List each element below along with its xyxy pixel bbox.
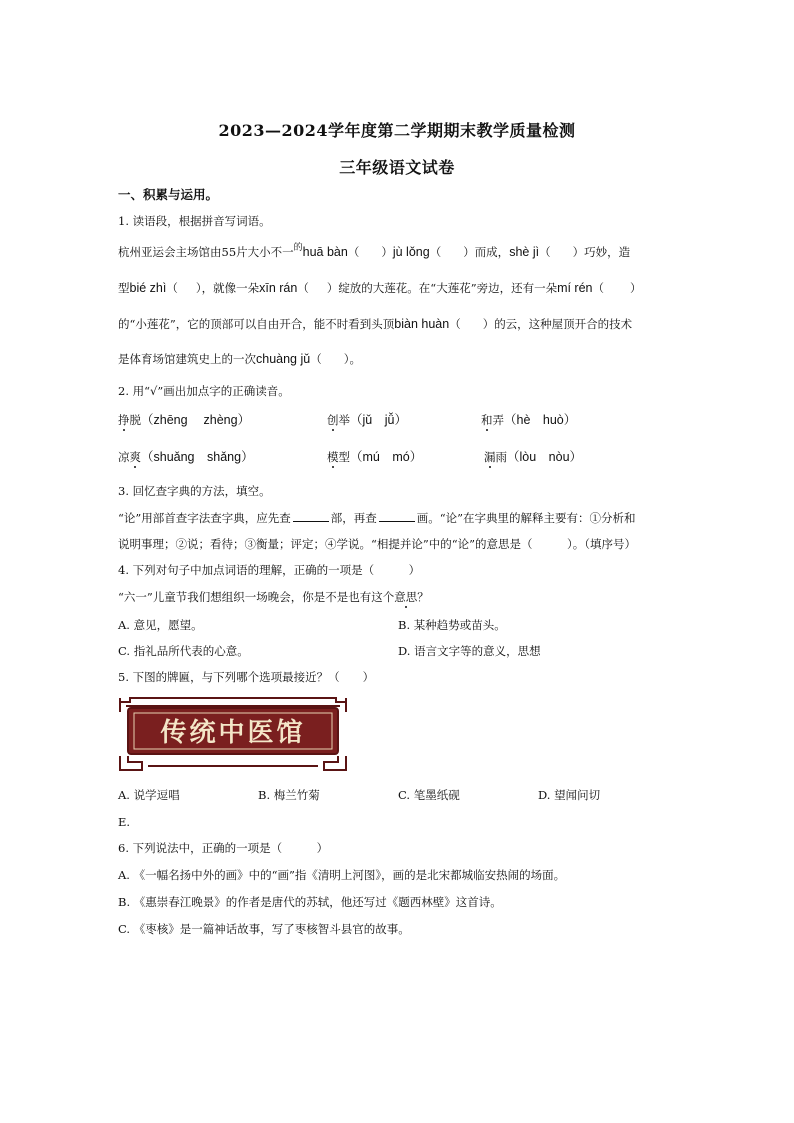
- q2-stem: 2. 用“√”画出加点字的正确读音。: [118, 384, 290, 398]
- q3-stem: 3. 回忆查字典的方法，填空。: [118, 484, 271, 498]
- q6-option-a[interactable]: A. 《一幅名扬中外的画》中的“画”指《清明上河图》，画的是北宋都城临安热闹的场面。: [118, 868, 566, 882]
- q5-option-b[interactable]: B. 梅兰竹菊: [258, 788, 320, 802]
- q5-option-e[interactable]: E.: [118, 815, 131, 829]
- q5-option-a[interactable]: A. 说学逗唱: [118, 788, 180, 802]
- q1-line-4: 是体育场馆建筑史上的一次chuàng jǔ（ ）。: [118, 352, 361, 366]
- stroke-blank[interactable]: [379, 510, 415, 522]
- q5-option-c[interactable]: C. 笔墨纸砚: [398, 788, 460, 802]
- q1-line-3: 的“小莲花”，它的顶部可以自由开合，能不时看到头顶biàn huàn（ ）的云，这种屋顶开合的技术: [118, 317, 633, 331]
- q4-option-a[interactable]: A. 意见，愿望。: [118, 618, 203, 632]
- q1-line-1: 杭州亚运会主场馆由55片大小不一$^的$huā bàn（ ）jù lǒng（ ）而成，shè jì（ ）巧妙，造: [118, 243, 631, 259]
- q6-option-b[interactable]: B. 《惠崇春江晚景》的作者是唐代的苏轼，他还写过《题西林壁》这首诗。: [118, 895, 502, 909]
- q2-item-5[interactable]: 模型（mú mó）: [327, 450, 423, 464]
- q2-item-2[interactable]: 创举（jǔ jǚ）: [327, 413, 407, 427]
- q5-stem: 5. 下图的牌匾，与下列哪个选项最接近？（ ）: [118, 670, 375, 684]
- q5-option-d[interactable]: D. 望闻问切: [538, 788, 601, 802]
- q3-line-1: “论”用部首查字法查字典，应先查 部，再查 画。“论”在字典里的解释主要有：①分析和: [118, 511, 636, 525]
- q1-stem: 1. 读语段，根据拼音写词语。: [118, 214, 271, 228]
- section-heading: 一、积累与运用。: [118, 187, 219, 202]
- q2-item-3[interactable]: 和弄（hè huò）: [481, 413, 577, 427]
- q4-option-c[interactable]: C. 指礼品所代表的心意。: [118, 644, 249, 658]
- q2-item-1[interactable]: 挣脱（zhēng zhèng）: [118, 413, 251, 427]
- q4-option-d[interactable]: D. 语言文字等的意义，思想: [398, 644, 541, 658]
- q4-option-b[interactable]: B. 某种趋势或苗头。: [398, 618, 506, 632]
- q2-item-6[interactable]: 漏雨（lòu nòu）: [484, 450, 583, 464]
- plaque-image: [118, 696, 348, 772]
- q6-stem: 6. 下列说法中，正确的一项是（ ）: [118, 841, 329, 855]
- exam-title: 2023—2024学年度第二学期期末教学质量检测: [218, 121, 576, 140]
- q4-stem: 4. 下列对句子中加点词语的理解，正确的一项是（ ）: [118, 563, 421, 577]
- plaque-text: 传统中医馆: [160, 718, 306, 748]
- q1-line-2: 型bié zhì（ ），就像一朵xīn rán（ ）绽放的大莲花。在“大莲花”旁边，还有一朵mí rén（ ）: [118, 281, 642, 295]
- radical-blank[interactable]: [293, 510, 329, 522]
- q4-sentence: “六一”儿童节我们想组织一场晚会，你是不是也有这个意思？: [118, 590, 429, 604]
- q6-option-c[interactable]: C. 《枣核》是一篇神话故事，写了枣核智斗县官的故事。: [118, 922, 410, 936]
- q3-line-2: 说明事理；②说；看待；③衡量；评定；④学说。“相提并论”中的“论”的意思是（ ）。（填序号）: [118, 537, 637, 551]
- q2-item-4[interactable]: 凉爽（shuǎng shǎng）: [118, 450, 254, 464]
- exam-subtitle: 三年级语文试卷: [339, 158, 455, 177]
